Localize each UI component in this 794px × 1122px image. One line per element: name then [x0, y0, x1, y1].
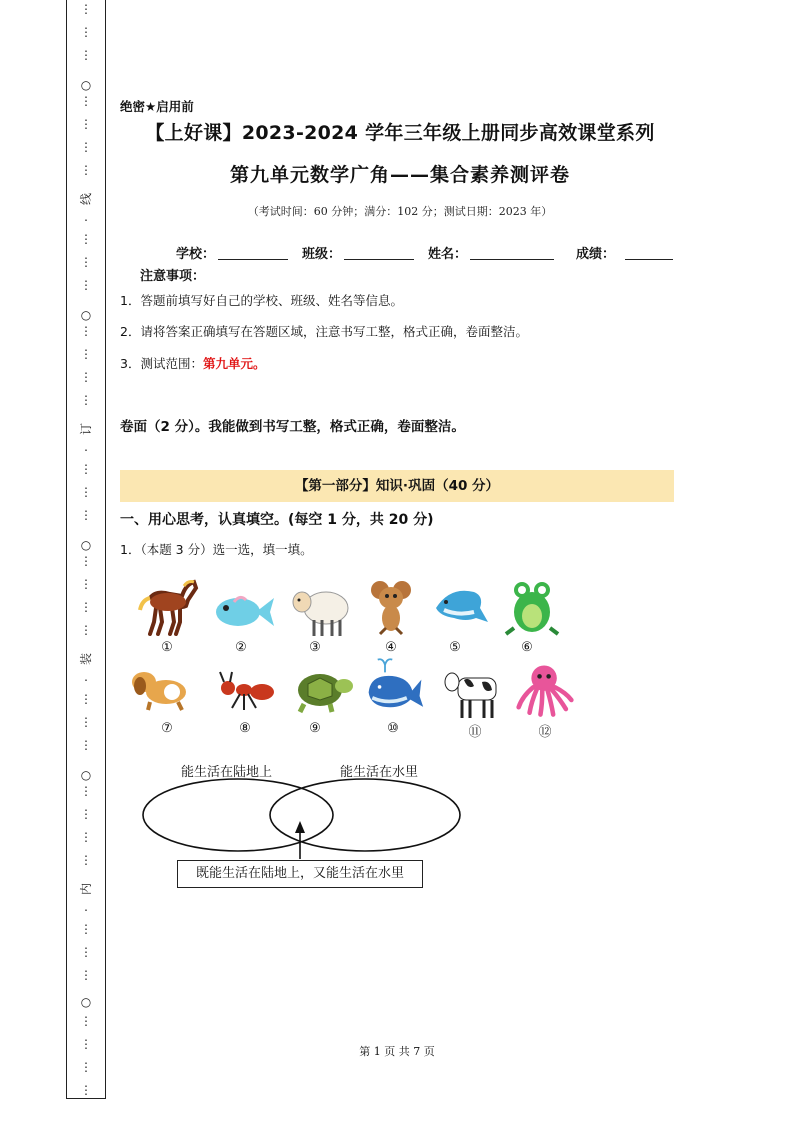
binding-dot: ⋮: [67, 370, 105, 384]
notice-item-1: 1．答题前填写好自己的学校、班级、姓名等信息。: [120, 293, 403, 308]
binding-dot: ⋮: [67, 807, 105, 821]
binding-dot: ⋮: [67, 2, 105, 16]
score-blank[interactable]: [625, 259, 673, 260]
venn-right-label: 能生活在水里: [340, 765, 419, 780]
binding-circle: ○: [67, 538, 105, 552]
venn-diagram: [130, 775, 480, 865]
score-label: 成绩：: [576, 247, 616, 262]
binding-circle: ○: [67, 78, 105, 92]
binding-dot: ⋮: [67, 945, 105, 959]
binding-dot: ⋮: [67, 1060, 105, 1074]
binding-dot: ⋮: [67, 853, 105, 867]
intersection-label-box: 既能生活在陆地上，又能生活在水里: [177, 860, 423, 888]
venn-left-circle: [143, 779, 333, 851]
binding-dot: ⋮: [67, 1037, 105, 1051]
binding-dot: ⋮: [67, 968, 105, 982]
binding-dot: ⋮: [67, 140, 105, 154]
student-info-line: [120, 243, 680, 263]
section-one-heading: 一、用心思考，认真填空。(每空 1 分，共 20 分): [120, 512, 434, 528]
animal-number-8: ⑧: [239, 721, 251, 736]
binding-circle: ○: [67, 308, 105, 322]
name-label: 姓名：: [428, 247, 468, 262]
binding-dot: ⋮: [67, 48, 105, 62]
notice-heading: 注意事项：: [140, 269, 206, 284]
octopus-icon: [512, 660, 578, 720]
school-blank[interactable]: [218, 259, 288, 260]
venn-left-label: 能生活在陆地上: [181, 765, 273, 780]
binding-dot: ⋮: [67, 163, 105, 177]
binding-dot: ⋮: [67, 324, 105, 338]
animal-number-9: ⑨: [309, 721, 321, 736]
binding-dot: ⋮: [67, 922, 105, 936]
animal-number-7: ⑦: [161, 721, 173, 736]
binding-circle: ○: [67, 995, 105, 1009]
binding-dot: ⋮: [67, 738, 105, 752]
animal-number-6: ⑥: [521, 640, 533, 655]
class-label: 班级：: [302, 247, 342, 262]
mouse-icon: [358, 576, 424, 636]
binding-dot: ⋮: [67, 715, 105, 729]
class-blank[interactable]: [344, 259, 414, 260]
binding-dot: ⋮: [67, 25, 105, 39]
binding-dot: ⋮: [67, 347, 105, 361]
name-blank[interactable]: [470, 259, 554, 260]
binding-dot: ⋮: [67, 554, 105, 568]
ant-icon: [214, 666, 280, 726]
binding-dot: ⋮: [67, 830, 105, 844]
frog-icon: [500, 578, 566, 638]
part-one-banner: 【第一部分】知识·巩固（40 分）: [120, 470, 674, 502]
binding-label: 装: [79, 640, 93, 678]
test-scope: 第九单元。: [202, 356, 266, 371]
animal-number-2: ②: [235, 640, 247, 655]
binding-dot: ⋮: [67, 94, 105, 108]
binding-dot: ⋮: [67, 1014, 105, 1028]
binding-label: 订: [79, 410, 93, 448]
notice-item-3: [120, 354, 265, 372]
whale-icon: [362, 656, 428, 716]
venn-right-circle: [270, 779, 460, 851]
binding-dot: ⋮: [67, 784, 105, 798]
binding-dot: ⋮: [67, 117, 105, 131]
dog-icon: [128, 658, 194, 718]
binding-margin: [66, 0, 106, 1099]
binding-dot: ⋮: [67, 393, 105, 407]
binding-dot: ⋮: [67, 600, 105, 614]
binding-dot: ⋮: [67, 1083, 105, 1097]
binding-dot: ⋮: [67, 462, 105, 476]
binding-circle: ○: [67, 768, 105, 782]
animal-number-11: ⑪: [468, 725, 482, 740]
question-1: 1．（本题 3 分）选一选，填一填。: [120, 542, 313, 557]
binding-dot: ⋮: [67, 278, 105, 292]
animal-number-5: ⑤: [449, 640, 461, 655]
cow-icon: [442, 664, 508, 724]
exam-info: （考试时间：60 分钟；满分：102 分；测试日期：2023 年）: [247, 205, 553, 218]
dolphin-icon: [430, 578, 496, 638]
animal-number-3: ③: [309, 640, 321, 655]
paper-title: 【上好课】2023-2024 学年三年级上册同步高效课堂系列: [145, 122, 655, 144]
horse-icon: [136, 576, 202, 636]
binding-dot: ⋮: [67, 255, 105, 269]
turtle-icon: [290, 660, 356, 720]
venn-arrow-head: [295, 821, 305, 833]
animal-number-4: ④: [385, 640, 397, 655]
neatness-note: 卷面（2 分）。我能做到书写工整，格式正确，卷面整洁。: [120, 419, 465, 435]
binding-dot: ⋮: [67, 623, 105, 637]
binding-label: 线: [79, 180, 93, 218]
binding-dot: ⋮: [67, 508, 105, 522]
notice-item-2: 2．请将答案正确填写在答题区域，注意书写工整，格式正确，卷面整洁。: [120, 324, 528, 339]
binding-dot: ⋮: [67, 485, 105, 499]
paper-subtitle: 第九单元数学广角——集合素养测评卷: [229, 164, 570, 186]
animal-number-1: ①: [161, 640, 173, 655]
animal-number-10: ⑩: [387, 721, 399, 736]
page-footer: 第 1 页 共 7 页: [359, 1045, 435, 1058]
binding-dot: ⋮: [67, 577, 105, 591]
animal-number-12: ⑫: [538, 725, 552, 740]
secret-label: 绝密★启用前: [120, 99, 194, 114]
binding-dots: [67, 0, 105, 1098]
school-label: 学校：: [176, 247, 216, 262]
fish-icon: [212, 580, 278, 640]
binding-dot: ⋮: [67, 692, 105, 706]
notice-item-3-prefix: 3．测试范围：: [120, 356, 203, 371]
binding-dot: ⋮: [67, 232, 105, 246]
binding-label: 内: [79, 870, 93, 908]
sheep-icon: [288, 580, 354, 640]
